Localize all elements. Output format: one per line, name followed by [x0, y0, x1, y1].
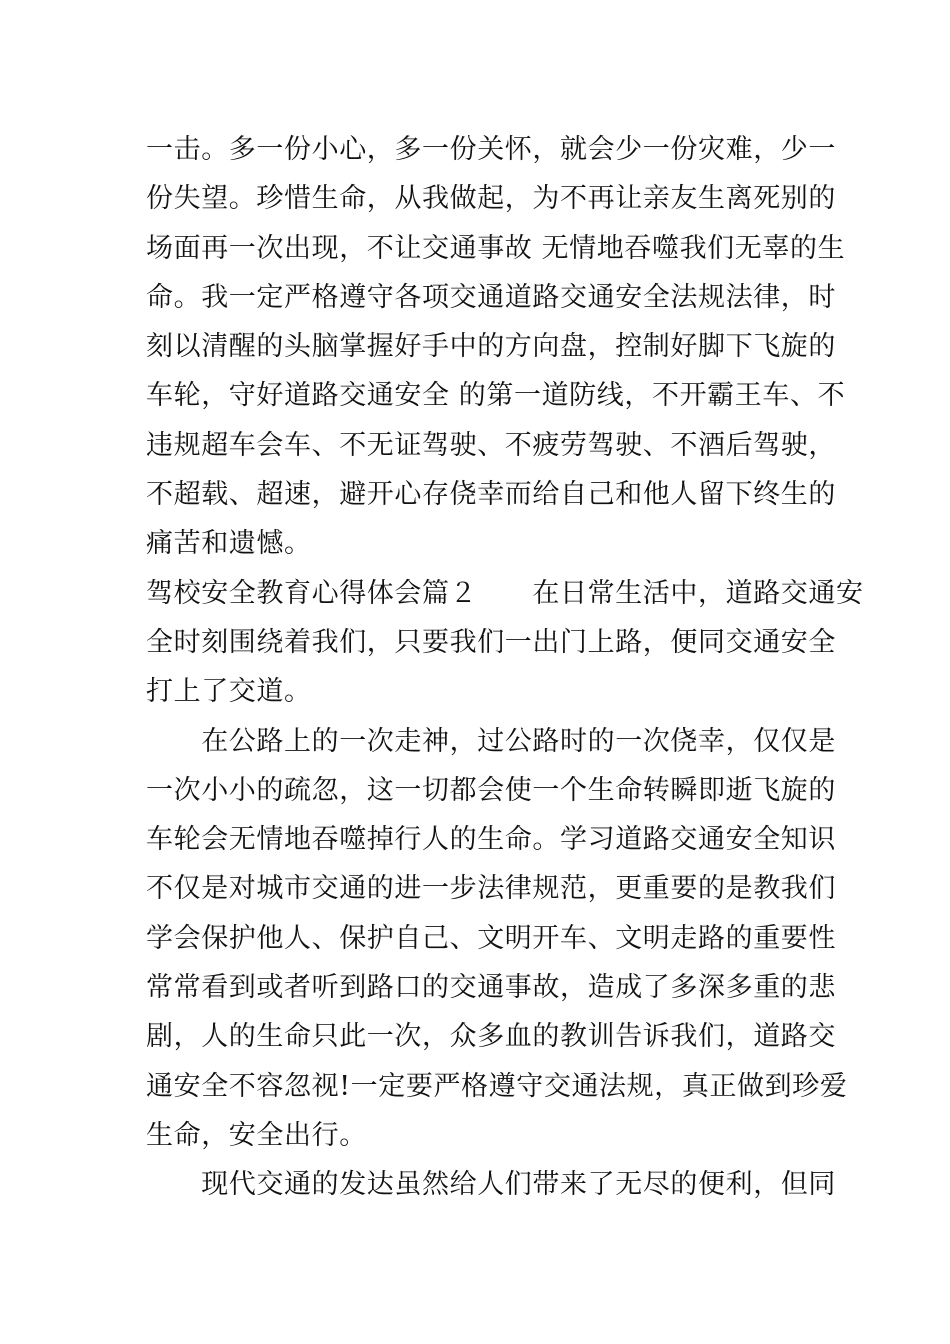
- text-line: 车轮会无情地吞噬掉行人的生命。学习道路交通安全知识: [146, 824, 836, 856]
- section-heading-line: 驾校安全教育心得体会篇２ 在日常生活中，道路交通安: [146, 577, 864, 609]
- text-line: 生命，安全出行。: [146, 1119, 367, 1151]
- text-line: 份失望。珍惜生命，从我做起，为不再让亲友生离死别的: [146, 183, 836, 215]
- text-line: 学会保护他人、保护自己、文明开车、文明走路的重要性: [146, 922, 836, 954]
- text-line: 打上了交道。: [146, 676, 312, 708]
- text-line: 在公路上的一次走神，过公路时的一次侥幸，仅仅是: [146, 725, 836, 757]
- text-line: 一击。多一份小心，多一份关怀，就会少一份灾难，少一: [146, 134, 836, 165]
- text-line: 场面再一次出现，不让交通事故 无情地吞噬我们无辜的生: [146, 232, 846, 264]
- text-line: 刻以清醒的头脑掌握好手中的方向盘，控制好脚下飞旋的: [146, 331, 836, 363]
- text-line: 通安全不容忽视!一定要严格遵守交通法规，真正做到珍爱: [146, 1070, 848, 1102]
- text-line: 全时刻围绕着我们，只要我们一出门上路，便同交通安全: [146, 626, 836, 658]
- text-line: 不超载、超速，避开心存侥幸而给自己和他人留下终生的: [146, 479, 836, 511]
- text-line: 现代交通的发达虽然给人们带来了无尽的便利，但同: [146, 1169, 836, 1201]
- text-line: 违规超车会车、不无证驾驶、不疲劳驾驶、不酒后驾驶，: [146, 429, 836, 461]
- text-line: 命。我一定严格遵守各项交通道路交通安全法规法律，时: [146, 281, 836, 313]
- text-line: 常常看到或者听到路口的交通事故，造成了多深多重的悲: [146, 972, 836, 1004]
- text-line: 不仅是对城市交通的进一步法律规范，更重要的是教我们: [146, 873, 836, 905]
- text-line: 痛苦和遗憾。: [146, 528, 312, 560]
- document-body: [146, 125, 864, 1210]
- text-line: 一次小小的疏忽，这一切都会使一个生命转瞬即逝飞旋的: [146, 774, 836, 806]
- text-line: 剧，人的生命只此一次，众多血的教训告诉我们，道路交: [146, 1021, 836, 1053]
- text-line: 车轮，守好道路交通安全 的第一道防线，不开霸王车、不: [146, 380, 846, 412]
